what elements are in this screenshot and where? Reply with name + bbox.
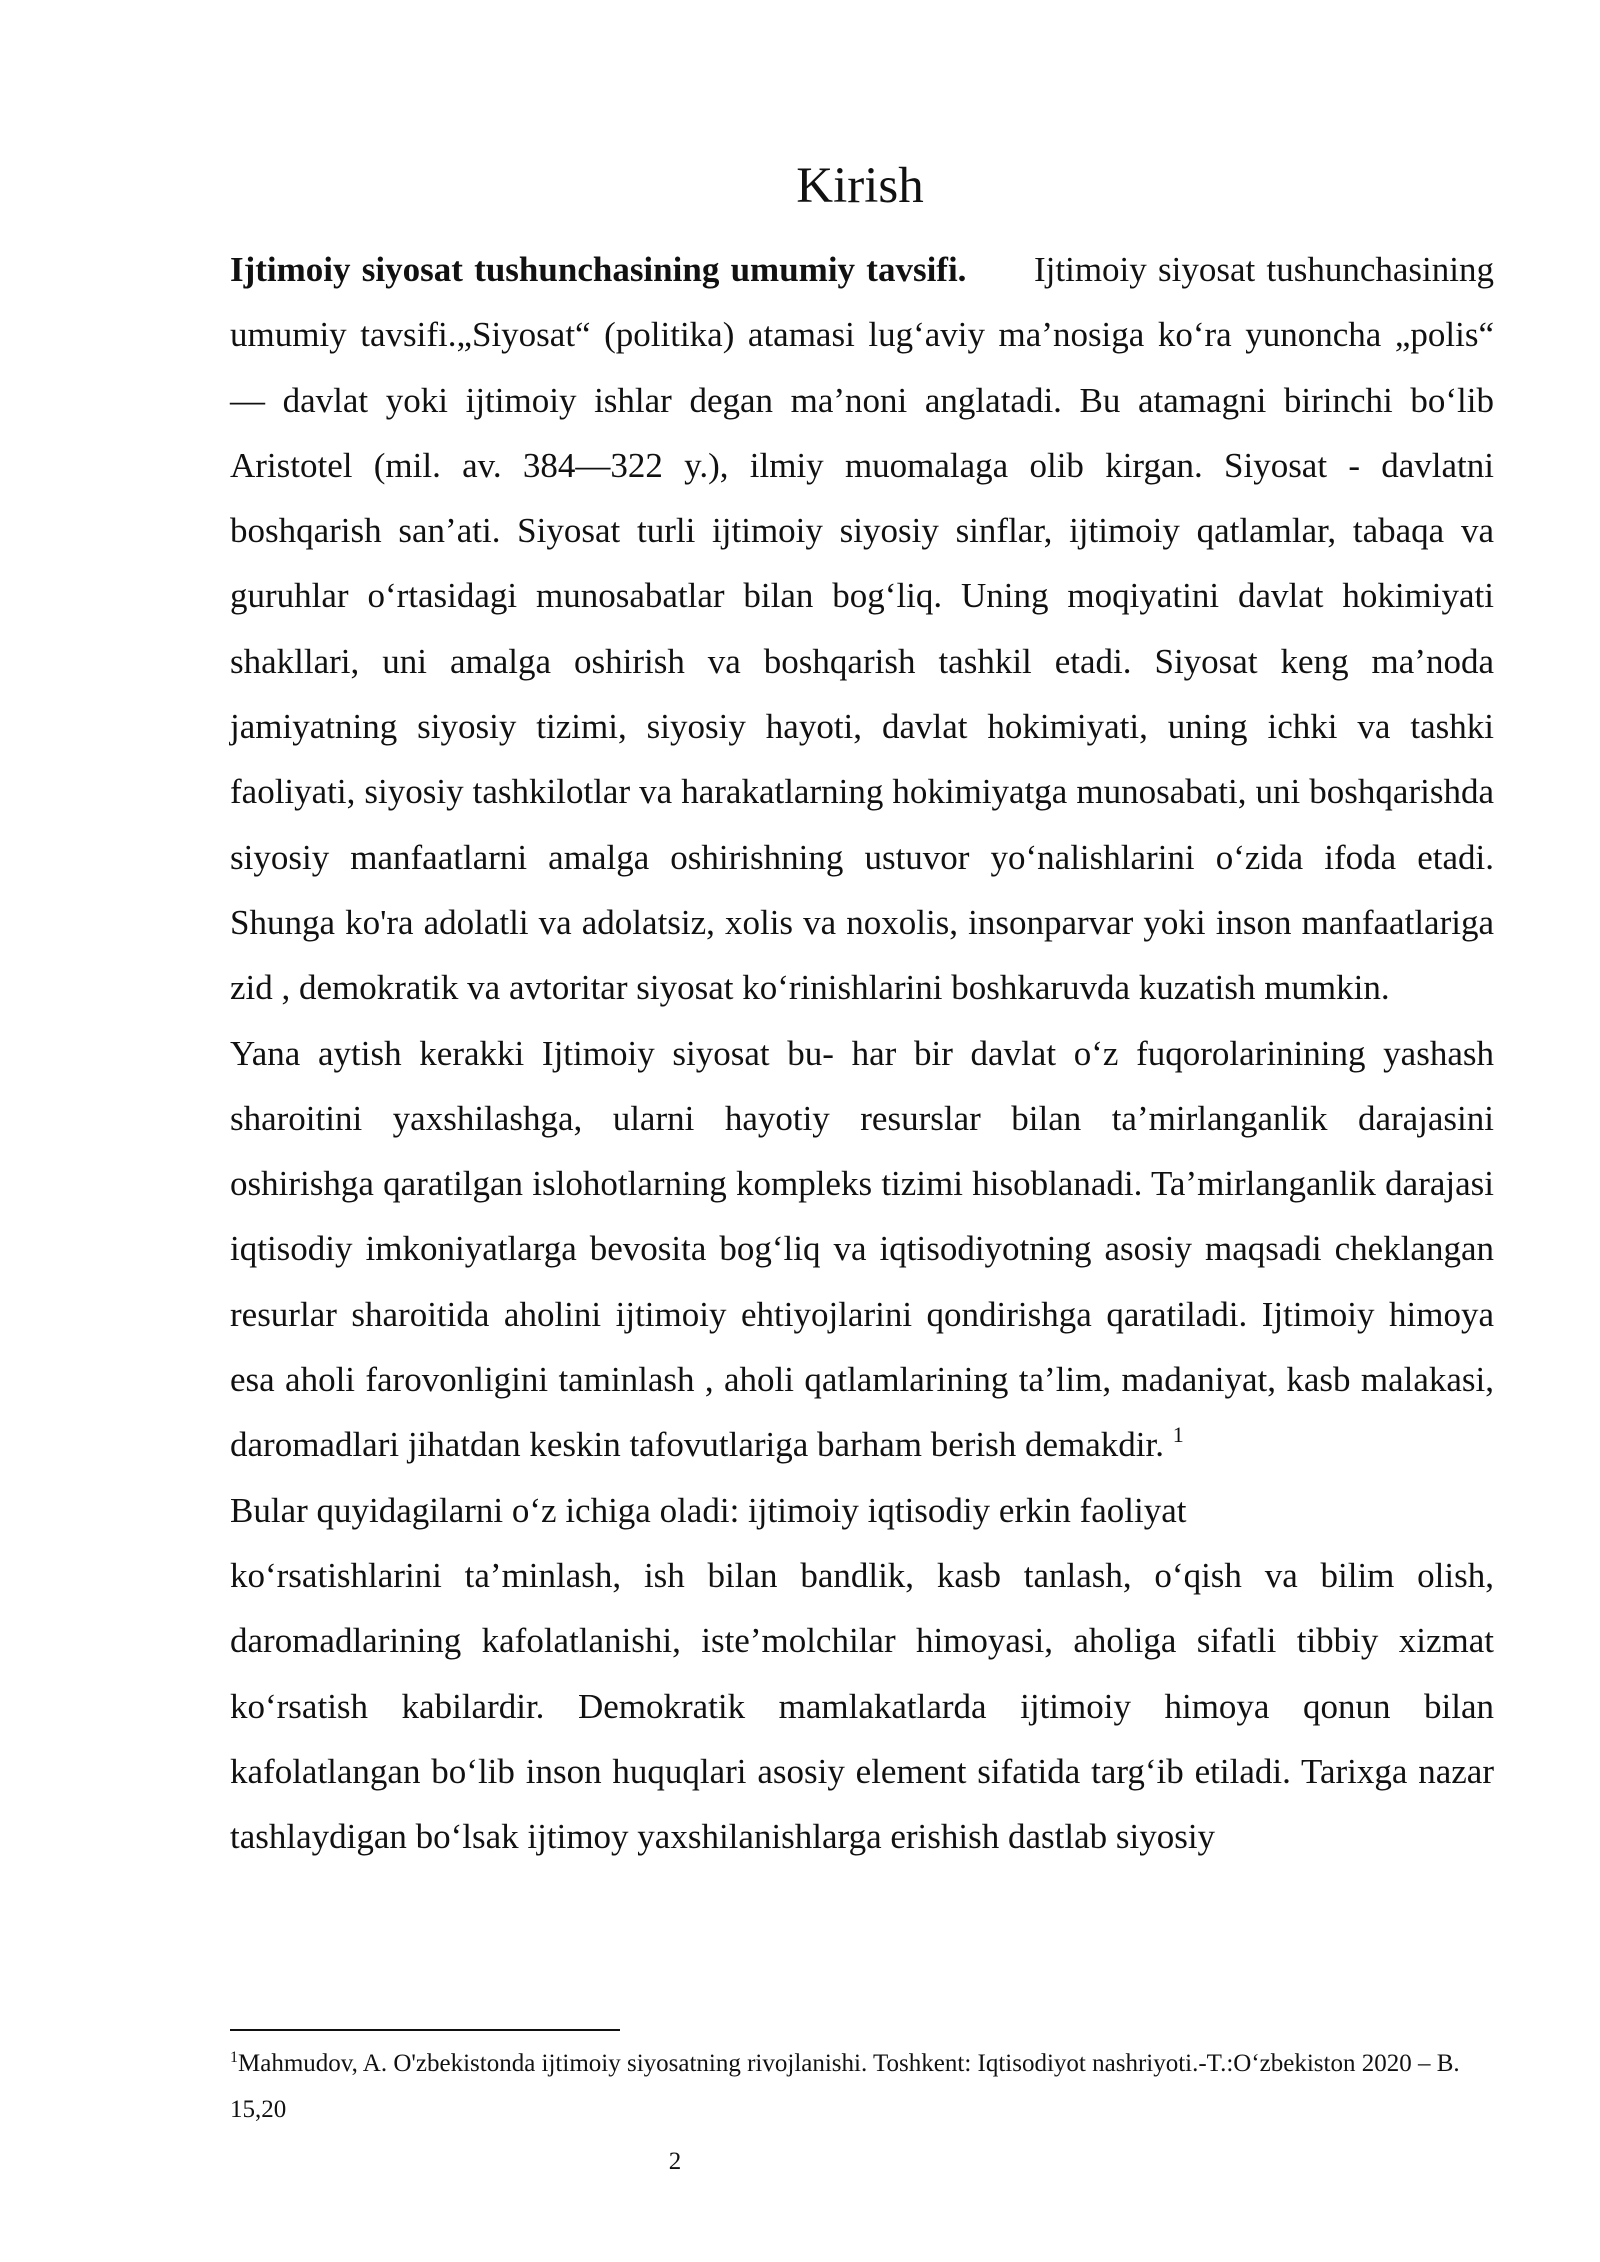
footnote-separator bbox=[230, 2029, 620, 2031]
body-text bbox=[230, 237, 1494, 1869]
page-title: Kirish bbox=[796, 158, 924, 214]
footnote-marker: 1 bbox=[230, 2049, 238, 2066]
footnote-reference: 1 bbox=[1172, 1422, 1184, 1448]
paragraph-intro-text: Ijtimoiy siyosat tushunchasining umumiy tavsifi.„Siyosat“ (politika) atamasi lug‘aviy ma’nosiga ko‘ra yunoncha „polis“ — davlat yoki ijtimoiy ishlar degan ma’noni anglatadi. Bu atamagni birinchi bo‘lib Aristotel (mil. av. 384—322 y.), ilmiy muomalaga olib kirgan. Siyosat - davlatni boshqarish san’ati. Siyosat turli ijtimoiy siyosiy sinflar, ijtimoiy qatlamlar, tabaqa va guruhlar o‘rtasidagi munosabatlar bilan bog‘liq. Uning moqiyatini davlat hokimiyati shakllari, uni amalga oshirish va boshqarish tashkil etadi. Siyosat keng ma’noda jamiyatning siyosiy tizimi, siyosiy hayoti, davlat hokimiyati, uning ichki va tashki faoliyati, siyosiy tashkilotlar va harakatlarning hokimiyatga munosabati, uni boshqarishda siyosiy manfaatlarni amalga oshirishning ustuvor yo‘nalishlarini o‘zida ifoda etadi. Shunga ko'ra adolatli va adolatsiz, xolis va noxolis, insonparvar yoki inson manfaatlariga zid , demokratik va avtoritar siyosat ko‘rinishlarini boshkaruvda kuzatish mumkin. bbox=[230, 250, 1495, 1008]
section-heading: Ijtimoiy siyosat tushunchasining umumiy tavsifi. bbox=[230, 250, 967, 289]
paragraph-includes-continued bbox=[230, 1543, 1494, 1869]
footnote-text: Mahmudov, A. O'zbekistonda ijtimoiy siyosatning rivojlanishi. Toshkent: Iqtisodiyot nashriyoti.-T.:O‘zbekiston 2020 – B. 15,20 bbox=[230, 2050, 1460, 2123]
paragraph-includes bbox=[230, 1478, 1494, 1543]
paragraph-intro bbox=[230, 237, 1494, 1021]
footnote bbox=[230, 2041, 1494, 2133]
page-number: 2 bbox=[668, 2148, 682, 2175]
paragraph-includes-text: ko‘rsatishlarini ta’minlash, ish bilan bandlik, kasb tanlash, o‘qish va bilim olish, daromadlarining kafolatlanishi, iste’molchilar himoyasi, aholiga sifatli tibbiy xizmat ko‘rsatish kabilardir. Demokratik mamlakatlarda ijtimoiy himoya qonun bilan kafolatlangan bo‘lib inson huquqlari asosiy element sifatida targ‘ib etiladi. Tarixga nazar tashlaydigan bo‘lsak ijtimoy yaxshilanishlarga erishish dastlab siyosiy bbox=[230, 1555, 1494, 1857]
paragraph-social-policy-text: Yana aytish kerakki Ijtimoiy siyosat bu- har bir davlat o‘z fuqorolarinining yashash sharoitini yaxshilashga, ularni hayotiy resurslar bilan ta’mirlanganlik darajasini oshirishga qaratilgan islohotlarning kompleks tizimi hisoblanadi. Ta’mirlanganlik darajasi iqtisodiy imkoniyatlarga bevosita bog‘liq va iqtisodiyotning asosiy maqsadi cheklangan resurlar sharoitida aholini ijtimoiy ehtiyojlarini qondirishga qaratiladi. Ijtimoiy himoya esa aholi farovonligini taminlash , aholi qatlamlarining ta’lim, madaniyat, kasb malakasi, daromadlari jihatdan keskin tafovutlariga barham berish demakdir. bbox=[230, 1033, 1494, 1465]
paragraph-includes-first-line: Bular quyidagilarni o‘z ichiga oladi: ijtimoiy iqtisodiy erkin faoliyat bbox=[230, 1490, 1187, 1530]
paragraph-social-policy bbox=[230, 1021, 1494, 1478]
